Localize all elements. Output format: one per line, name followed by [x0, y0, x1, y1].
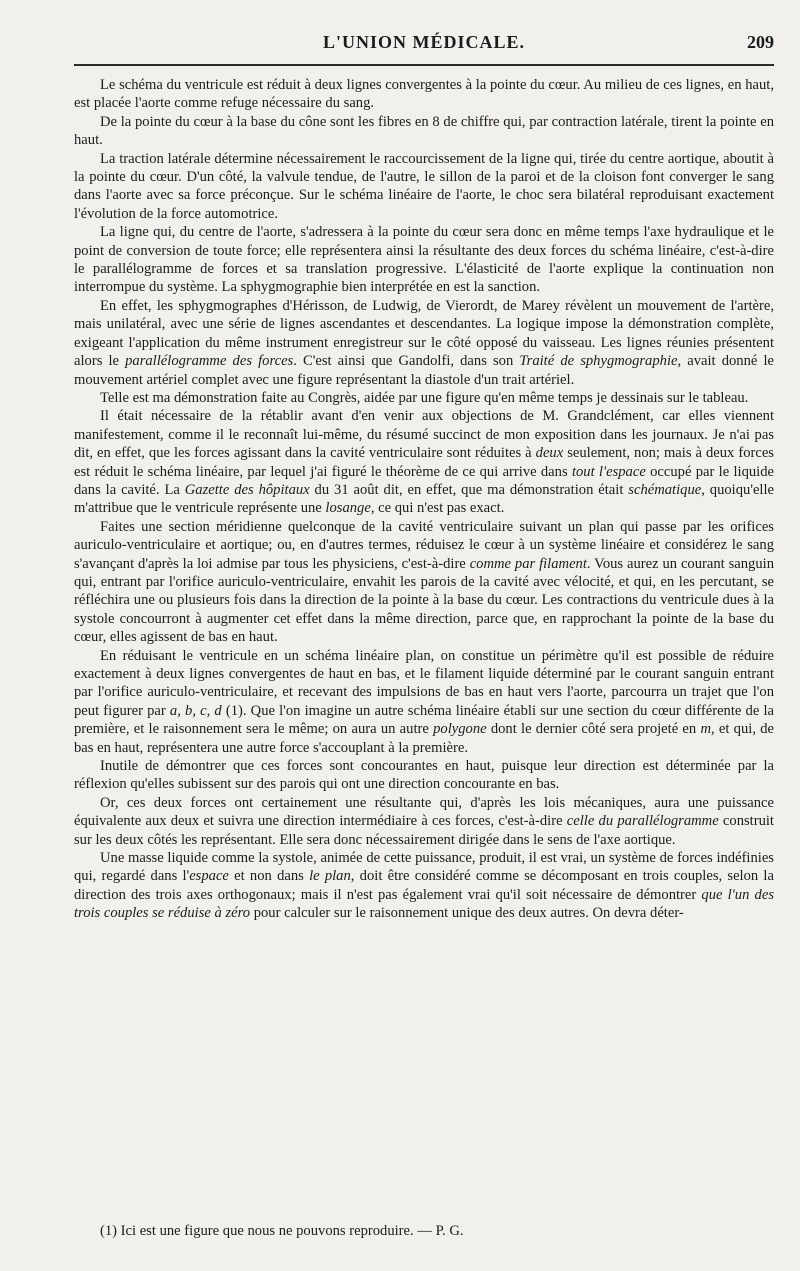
italic-text: schématique — [628, 481, 702, 498]
italic-text: tout l'espace — [571, 463, 646, 480]
italic-text: deux — [535, 445, 564, 462]
italic-text: parallélogramme des forces — [125, 353, 294, 370]
paragraph — [74, 849, 774, 923]
paragraph-text: La traction latérale détermine nécessairement le raccourcissement de la ligne qui, tirée du centre aortique, aboutit à la pointe du cœur. D'un côté, la valvule tendue, de l'autre, le sillon de la paroi et de la cloison font converger le sang dans l'aorte avec sa force préconçue. Sur le schéma linéaire de l'aorte, le choc sera bilatéral reproduisant exactement l'évolution de la force automotrice. — [74, 150, 774, 222]
paragraph-text: En réduisant le ventricule en un schéma linéaire plan, on constitue un périmètre qu'il est possible de réduire exactement à deux lignes convergentes de haut en bas, et le filament liquide déterminé par le courant sanguin entrant par l'orifice auriculo-ventriculaire, et recevant des impulsions de bas en haut vers l'aorte, parcourra un trajet que l'on peut figurer par — [74, 647, 774, 719]
paragraph — [74, 647, 774, 757]
paragraph-text: De la pointe du cœur à la base du cône sont les fibres en 8 de chiffre qui, par contraction latérale, tirent la pointe en haut. — [74, 113, 774, 149]
paragraph-text: seulement, non; mais à deux forces est réduit le schéma linéaire, par lequel j'ai figuré le théorème de ce qui arrive dans — [74, 445, 774, 480]
paragraph — [74, 757, 774, 794]
paragraph-text: et non dans — [228, 868, 310, 885]
paragraph-text: , doit être considéré comme se décomposant en trois couples, selon la direction des trois axes orthogonaux; mais il n'est pas également vrai qu'il soit nécessaire de démontrer — [74, 868, 774, 903]
italic-text: a, b, c, d — [169, 702, 222, 719]
paragraph-text: Inutile de démontrer que ces forces sont concourantes en haut, puisque leur direction est déterminée par la réflexion qu'elles subissent sur des parois qui ont une direction concourante en bas. — [74, 758, 774, 793]
paragraph-text: Or, ces deux forces ont certainement une résultante qui, d'après les lois mécaniques, aura une puissance équivalente aux deux et suivra une direction intermédiaire à ces forces, c'est-à-dire — [74, 794, 774, 830]
italic-text: que l'un des trois couples se réduise à zéro — [74, 886, 774, 922]
page-number: 209 — [747, 32, 774, 52]
paragraph-text: du 31 août dit, en effet, que ma démonstration était — [309, 481, 629, 498]
paragraph-text: Telle est ma démonstration faite au Congrès, aidée par une figure qu'en même temps je dessinais sur le tableau. — [100, 389, 749, 406]
paragraph-text: , et qui, de bas en haut, représentera une autre force s'accouplant à la première. — [74, 721, 774, 756]
italic-text: Traité de sphygmographie — [519, 353, 678, 370]
paragraph-text: Il était nécessaire de la rétablir avant d'en venir aux objections de M. Grandclément, car elles viennent manifestement, comme il le reconnaît lui-même, du résumé succinct de mon exposition dans les journaux. Je n'ai pas dit, en effet, que les forces agissant dans la cavité ventriculaire sont réduites à — [74, 408, 774, 462]
paragraph-text: , ce qui n'est pas exact. — [370, 500, 505, 517]
paragraph-text: (1). Que l'on imagine un autre schéma linéaire établi sur une section du cœur différente de la première, et le raisonnement sera le même; on aura un autre — [74, 702, 774, 738]
paragraph-text: La ligne qui, du centre de l'aorte, s'adressera à la pointe du cœur sera donc en même temps l'axe hydraulique et le point de conversion de toute force; elle représentera ainsi la résultante des deux forces du schéma linéaire, c'est-à-dire le parallélogramme de forces et sa translation progressive. L'élasticité de l'aorte explique la continuation non interrompue du système. La sphygmographie bien interprétée en est la sanction. — [74, 224, 774, 296]
page-header — [74, 30, 774, 64]
italic-text: polygone — [433, 721, 487, 738]
italic-text: losange — [325, 500, 371, 517]
paragraph — [74, 407, 774, 517]
paragraph-text: construit sur les deux côtés les représentant. Elle sera donc nécessairement dirigée dans le sens de l'axe aortique. — [74, 813, 774, 848]
paragraph — [74, 518, 774, 647]
running-title: L'UNION MÉDICALE. — [322, 32, 526, 52]
paragraph-text: , avait donné le mouvement artériel complet avec une figure représentant la diastole d'un trait artériel. — [74, 353, 774, 388]
paragraph-text: . C'est ainsi que Gandolfi, dans son — [293, 353, 520, 370]
paragraph-text: occupé par le liquide dans la cavité. La — [74, 463, 774, 498]
paragraph-text: Faites une section méridienne quelconque de la cavité ventriculaire suivant un plan qui passe par les orifices auriculo-ventriculaire et aortique; ou, en d'autres termes, réduisez le cœur à un système linéaire et considérez le sang s'avançant d'après la loi admise par tous les physiciens, c'est-à-dire — [74, 518, 774, 572]
italic-text: espace — [189, 868, 229, 885]
italic-text: m — [700, 721, 711, 738]
paragraph-text: pour calculer sur le raisonnement unique des deux autres. On devra déter- — [250, 905, 684, 922]
paragraph-text: Une masse liquide comme la systole, animée de cette puissance, produit, il est vrai, un système de forces indéfinies qui, regardé dans l' — [74, 850, 774, 885]
italic-text: comme par filament — [469, 555, 587, 572]
paragraph-text: , quoiqu'elle m'attribue que le ventricule représente une — [74, 481, 775, 517]
paragraph — [74, 76, 774, 113]
paragraph-text: . Vous aurez un courant sanguin qui, entrant par l'orifice auriculo-ventriculaire, envahit les parois de la cavité avec vélocité, et qui, en les percutant, se réfléchira une ou plusieurs fois dans la direction de la pointe à la base du cœur. Les contractions du ventricule dues à la systole concourront à augmenter cet effet dans la même direction, parce que, en rapprochant la pointe de la base du cœur, elles agissent de bas en haut. — [74, 555, 775, 646]
paragraph — [74, 389, 774, 407]
paragraph — [74, 794, 774, 849]
paragraph — [74, 223, 774, 297]
paragraph — [74, 150, 774, 224]
paragraph — [74, 113, 774, 150]
paragraph-text: Le schéma du ventricule est réduit à deux lignes convergentes à la pointe du cœur. Au milieu de ces lignes, en haut, est placée l'aorte comme refuge nécessaire du sang. — [74, 77, 774, 112]
header-rule — [74, 64, 774, 66]
article-body — [74, 76, 774, 923]
italic-text: le plan — [309, 868, 351, 885]
paragraph-text: En effet, les sphygmographes d'Hérisson, de Ludwig, de Vierordt, de Marey révèlent un mouvement de l'artère, mais unilatéral, avec une série de lignes ascendantes et descendantes. La logique impose la démonstration complète, exigeant l'application du même instrument enregistreur sur le côté opposé du vaisseau. Les lignes réunies présentent alors le — [74, 297, 774, 370]
footnote: (1) Ici est une figure que nous ne pouvons reproduire. — P. G. — [100, 1223, 464, 1239]
italic-text: celle du parallélogramme — [566, 813, 719, 830]
paragraph — [74, 297, 774, 389]
italic-text: Gazette des hôpitaux — [184, 481, 310, 498]
paragraph-text: dont le dernier côté sera projeté en — [486, 721, 701, 738]
